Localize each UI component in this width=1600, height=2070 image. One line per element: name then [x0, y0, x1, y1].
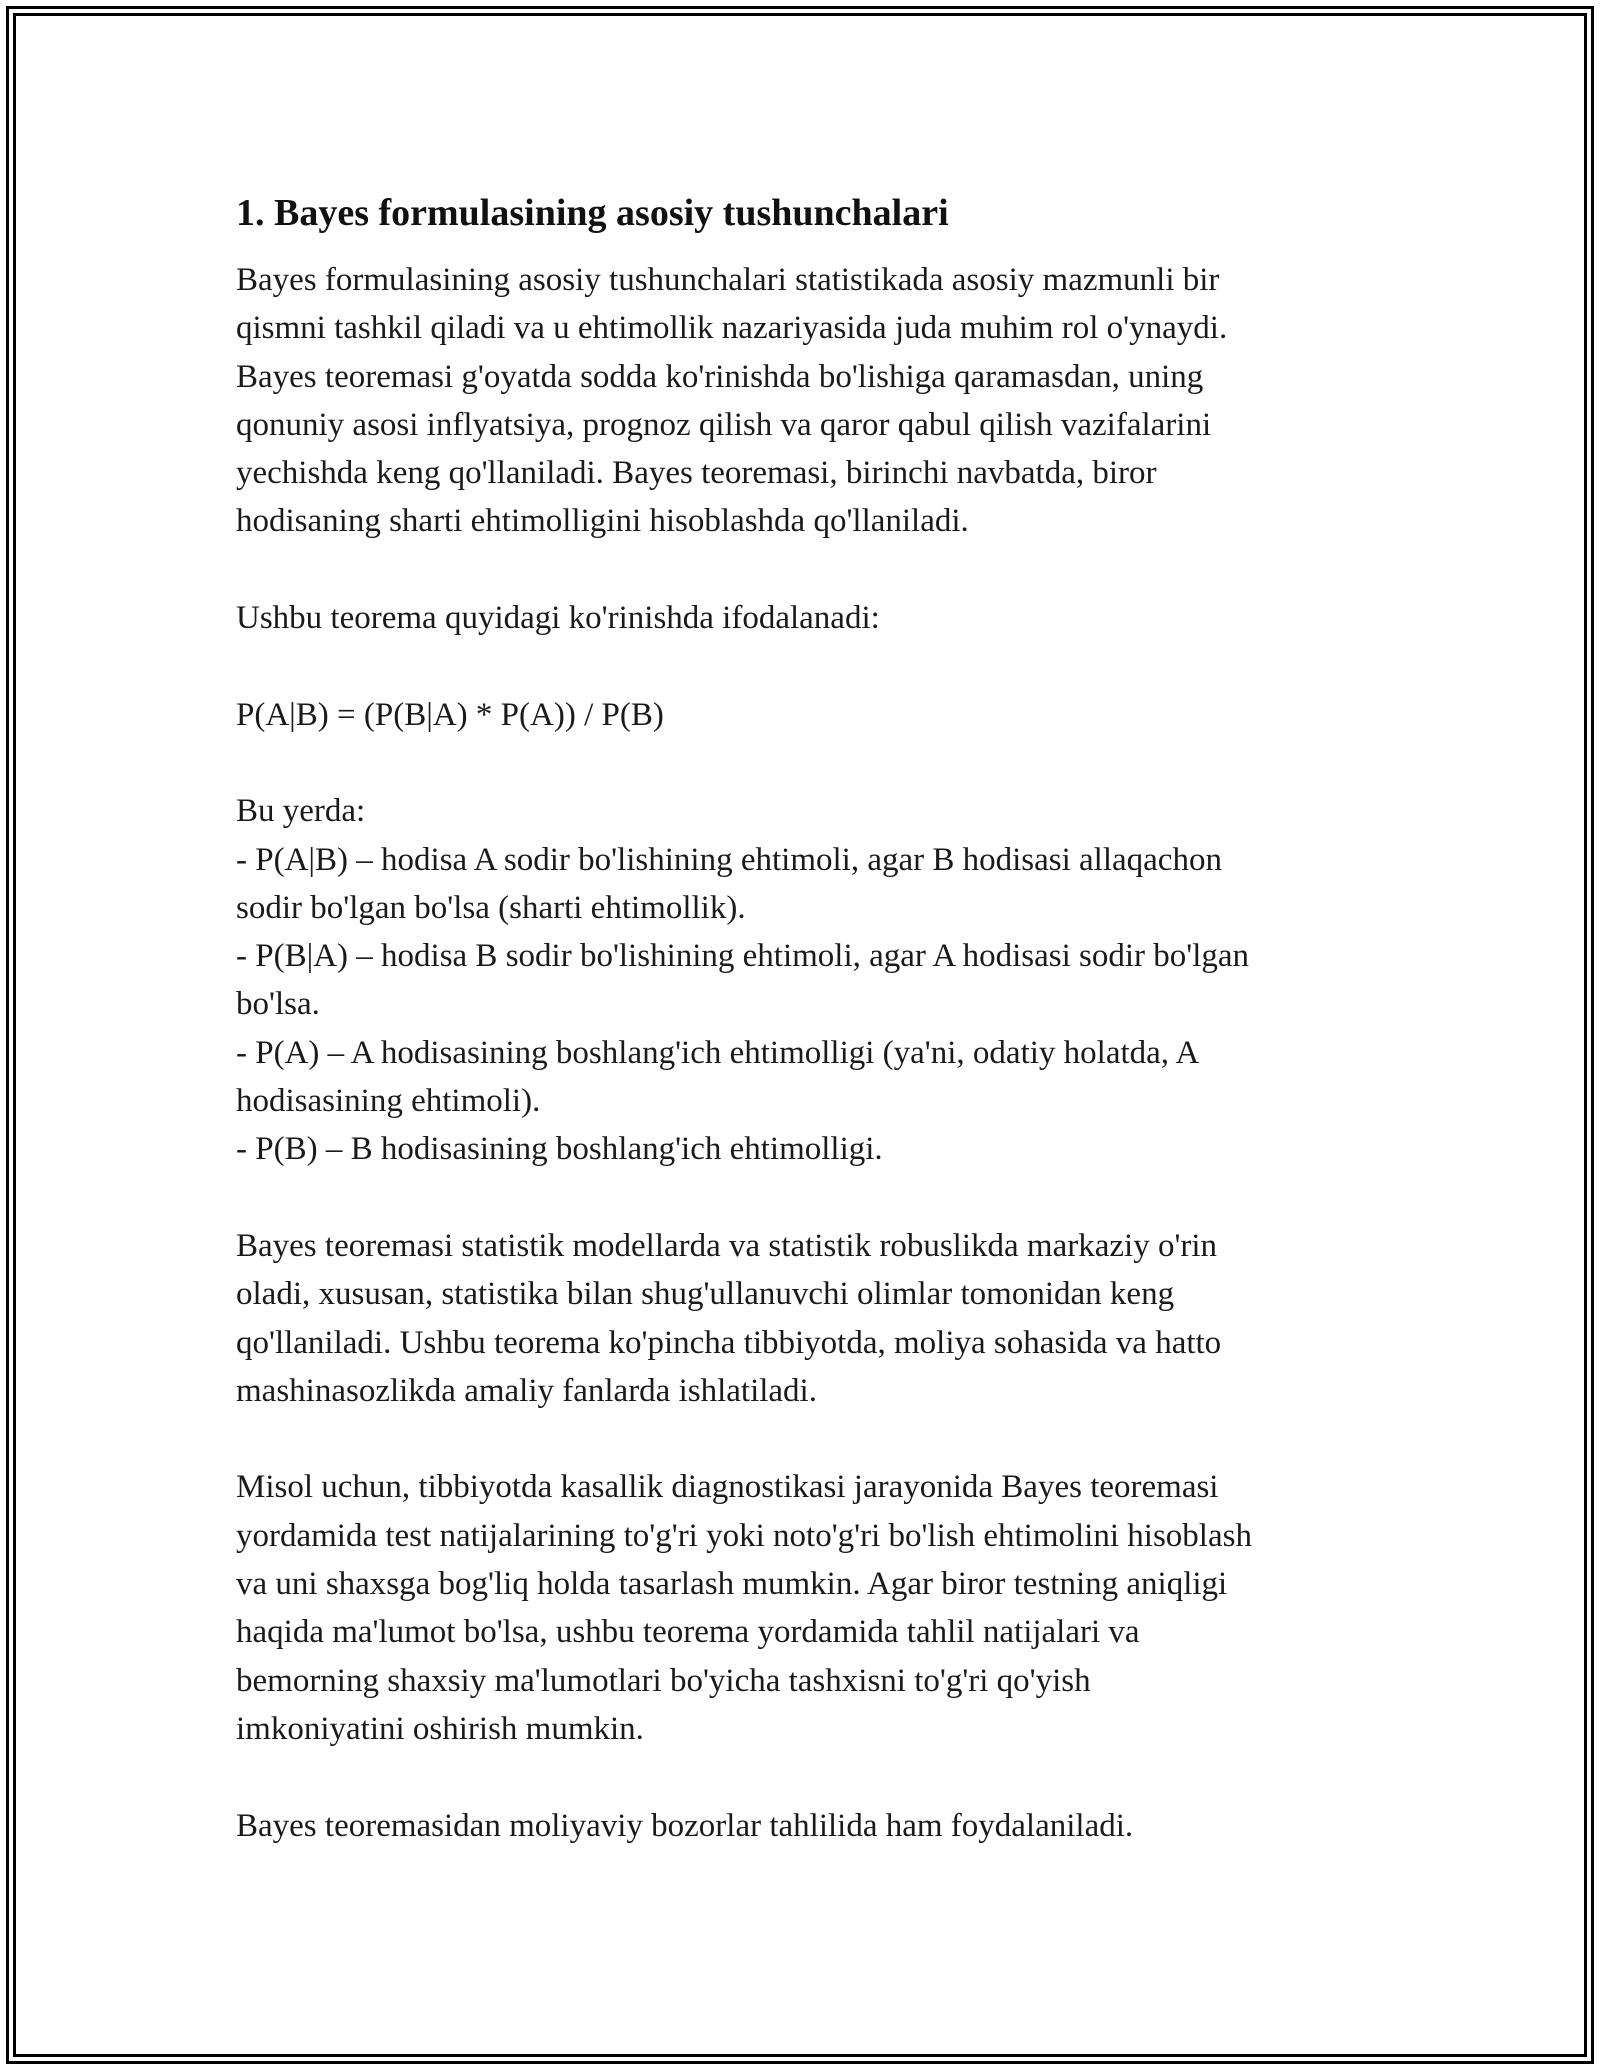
text-line: Bayes teoremasidan moliyaviy bozorlar tahlilida ham foydalaniladi.	[236, 1807, 1134, 1844]
list-item: - P(A) – A hodisasining boshlang'ich ehtimolligi (ya'ni, odatiy holatda, A	[236, 1034, 1200, 1071]
intro-paragraph	[236, 256, 1376, 546]
bayes-formula: P(A|B) = (P(B|A) * P(A)) / P(B)	[236, 696, 664, 733]
spacer	[236, 1753, 1376, 1801]
section-heading: 1. Bayes formulasining asosiy tushunchalari	[236, 192, 949, 234]
text-line: Misol uchun, tibbiyotda kasallik diagnostikasi jarayonida Bayes teoremasi	[236, 1469, 1219, 1506]
spacer	[236, 739, 1376, 787]
text-line: sodir bo'lgan bo'lsa (sharti ehtimollik).	[236, 889, 746, 926]
spacer	[236, 546, 1376, 594]
text-line: qo'llaniladi. Ushbu teorema ko'pincha tibbiyotda, moliya sohasida va hatto	[236, 1324, 1222, 1361]
text-line: hodisasining ehtimoli).	[236, 1083, 541, 1120]
list-item: - P(B) – B hodisasining boshlang'ich ehtimolligi.	[236, 1131, 883, 1168]
text-line: Ushbu teorema quyidagi ko'rinishda ifodalanadi:	[236, 600, 880, 637]
text-line: bemorning shaxsiy ma'lumotlari bo'yicha tashxisni to'g'ri qo'yish	[236, 1662, 1091, 1699]
theorem-intro-paragraph	[236, 594, 1376, 642]
text-line: mashinasozlikda amaliy fanlarda ishlatiladi.	[236, 1372, 817, 1409]
spacer	[236, 1174, 1376, 1222]
text-line: yechishda keng qo'llaniladi. Bayes teoremasi, birinchi navbatda, biror	[236, 455, 1157, 492]
text-line: Bayes teoremasi g'oyatda sodda ko'rinishda bo'lishiga qaramasdan, uning	[236, 358, 1204, 395]
text-line: va uni shaxsga bog'liq holda tasarlash mumkin. Agar biror testning aniqligi	[236, 1566, 1228, 1603]
text-line: qonuniy asosi inflyatsiya, prognoz qilish va qaror qabul qilish vazifalarini	[236, 406, 1212, 443]
list-item: - P(B|A) – hodisa B sodir bo'lishining ehtimoli, agar A hodisasi sodir bo'lgan	[236, 938, 1250, 975]
finance-paragraph	[236, 1802, 1376, 1850]
text-line: bo'lsa.	[236, 986, 320, 1023]
list-item: - P(A|B) – hodisa A sodir bo'lishining ehtimoli, agar B hodisasi allaqachon	[236, 841, 1222, 878]
text-line: yordamida test natijalarining to'g'ri yoki noto'g'ri bo'lish ehtimolini hisoblash	[236, 1517, 1252, 1554]
text-line: Bayes teoremasi statistik modellarda va statistik robuslikda markaziy o'rin	[236, 1227, 1218, 1264]
document-body	[236, 186, 1376, 1850]
text-line: qismni tashkil qiladi va u ehtimollik nazariyasida juda muhim rol o'ynaydi.	[236, 310, 1228, 347]
text-line: Bayes formulasining asosiy tushunchalari statistikada asosiy mazmunli bir	[236, 262, 1220, 298]
text-line: hodisaning sharti ehtimolligini hisoblashda qo'llaniladi.	[236, 503, 969, 540]
formula-paragraph	[236, 691, 1376, 739]
text-line: haqida ma'lumot bo'lsa, ushbu teorema yordamida tahlil natijalari va	[236, 1614, 1140, 1651]
spacer	[236, 642, 1376, 690]
text-line: Bu yerda:	[236, 793, 366, 830]
applications-paragraph	[236, 1222, 1376, 1415]
text-line: oladi, xususan, statistika bilan shug'ullanuvchi olimlar tomonidan keng	[236, 1276, 1175, 1313]
spacer	[236, 1415, 1376, 1463]
definitions-list	[236, 787, 1376, 1173]
medical-example-paragraph	[236, 1463, 1376, 1753]
text-line: imkoniyatini oshirish mumkin.	[236, 1710, 644, 1747]
